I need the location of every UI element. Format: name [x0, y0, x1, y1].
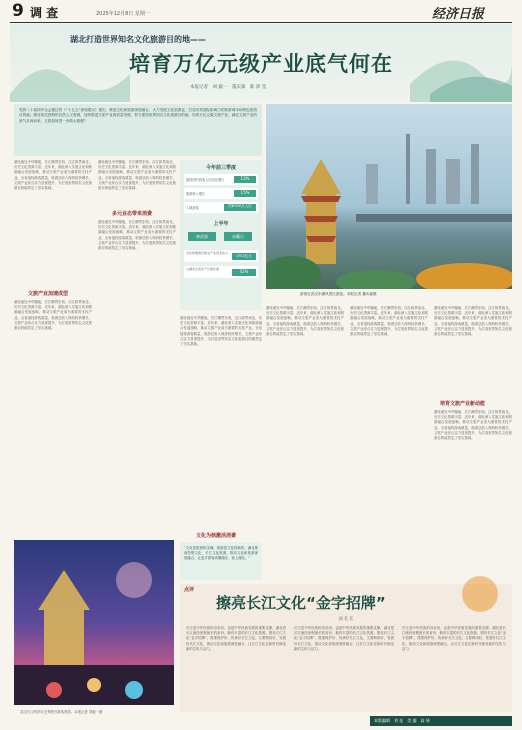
- stats-tag-1: 神武游: [188, 232, 216, 241]
- stats-row-label: 占湖北全省生产总值比重: [186, 267, 220, 271]
- article-kicker: 湖北打造世界知名文化旅游目的地——: [70, 35, 206, 44]
- stats-title: 今年前三季度: [205, 165, 236, 171]
- quote-text: “文化是旅游的灵魂，旅游是文化的载体。湖北要深挖楚文化、长江文化资源，推动文化和旅游深度融合，让更多游客读懂湖北、爱上湖北。”: [184, 546, 258, 561]
- hero-panel: [10, 24, 512, 102]
- stats-row-value: 约8700万人次: [224, 204, 256, 211]
- body-column-4: 湖北地处中华腹地，长江横贯东西，汉江纵贯南北，历史文化资源丰富。近年来，湖北深入实施文化和旅游融合发展战略，推动文旅产业成为重要的支柱产业。全省接待游客数量、旅游总收入保持较快增长，文旅产业综合实力显著提升，为打造世界知名文化旅游目的地奠定了坚实基础。: [266, 306, 344, 337]
- body-column-5: 湖北地处中华腹地，长江横贯东西，汉江纵贯南北，历史文化资源丰富。近年来，湖北深入实施文化和旅游融合发展战略，推动文旅产业成为重要的支柱产业。全省接待游客数量、旅游总收入保持较快增长，文旅产业综合实力显著提升，为打造世界知名文化旅游目的地奠定了坚实基础。: [350, 306, 428, 337]
- article-bylines: 本报记者 刘 毅一 董庆森 陈 沛 莹: [190, 85, 267, 90]
- city-photo: [266, 104, 512, 289]
- article-title: 培育万亿元级产业底气何在: [129, 52, 393, 76]
- city-photo-illustration: [266, 104, 512, 289]
- stats-row-label: 接待国内游客人次同比增长: [186, 178, 225, 182]
- issue-date: 2025年12月8日 星期一: [96, 11, 150, 17]
- stats-row-2: [184, 188, 258, 199]
- stats-row-value: 1910亿元: [232, 253, 256, 260]
- lead-box: [14, 104, 262, 156]
- stats-row-1: [184, 174, 258, 185]
- masthead: 经济日报: [432, 7, 485, 22]
- commentary-author: 郭 茗 茗: [338, 616, 354, 621]
- commentary-panel: [180, 584, 512, 712]
- commentary-body-3: 长江是中华民族的母亲河，也是中华民族发展的重要支撑。湖北是长江流经里程最长的省份，拥有丰富的长江文化资源。擦亮长江文化“金字招牌”，既要保护好、传承好长江文化，又要利用好、发展好长江文化，推动文化和旅游深度融合，让长江文化在新时代焕发新的生机与活力。: [402, 626, 506, 651]
- stats-row-value: 42%: [232, 269, 256, 276]
- subheading-1: 文旅产业加速成型: [28, 291, 69, 297]
- body-column-2: 湖北地处中华腹地，长江横贯东西，汉江纵贯南北，历史文化资源丰富。近年来，湖北深入实施文化和旅游融合发展战略，推动文旅产业成为重要的支柱产业。全省接待游客数量、旅游总收入保持较快增长，文旅产业综合实力显著提升，为打造世界知名文化旅游目的地奠定了坚实基础。: [98, 160, 176, 191]
- body-column-1b: 湖北地处中华腹地，长江横贯东西，汉江纵贯南北，历史文化资源丰富。近年来，湖北深入实施文化和旅游融合发展战略，推动文旅产业成为重要的支柱产业。全省接待游客数量、旅游总收入保持较快增长，文旅产业综合实力显著提升，为打造世界知名文化旅游目的地奠定了坚实基础。: [14, 300, 92, 331]
- page-header: [0, 0, 522, 22]
- quote-box: [180, 542, 262, 580]
- commentary-body-2: 长江是中华民族的母亲河，也是中华民族发展的重要支撑。湖北是长江流经里程最长的省份，拥有丰富的长江文化资源。擦亮长江文化“金字招牌”，既要保护好、传承好长江文化，又要利用好、发展好长江文化，推动文化和旅游深度融合，让长江文化在新时代焕发新的生机与活力。: [294, 626, 394, 651]
- body-column-6: 湖北地处中华腹地，长江横贯东西，汉江纵贯南北，历史文化资源丰富。近年来，湖北深入实施文化和旅游融合发展战略，推动文旅产业成为重要的支柱产业。全省接待游客数量、旅游总收入保持较快增长，文旅产业综合实力显著提升，为打造世界知名文化旅游目的地奠定了坚实基础。: [434, 306, 512, 337]
- body-column-3: 湖北地处中华腹地，长江横贯东西，汉江纵贯南北，历史文化资源丰富。近年来，湖北深入实施文化和旅游融合发展战略，推动文旅产业成为重要的支柱产业。全省接待游客数量、旅游总收入保持较快增长，文旅产业综合实力显著提升，为打造世界知名文化旅游目的地奠定了坚实基础。: [180, 316, 262, 347]
- stats-tag-2: 赤藏日: [224, 232, 252, 241]
- stats-sub-row-1: [184, 250, 258, 262]
- stats-sub-row-2: [184, 266, 258, 278]
- commentary-tag: 点评: [184, 587, 195, 593]
- body-column-2b: 湖北地处中华腹地，长江横贯东西，汉江纵贯南北，历史文化资源丰富。近年来，湖北深入实施文化和旅游融合发展战略，推动文旅产业成为重要的支柱产业。全省接待游客数量、旅游总收入保持较快增长，文旅产业综合实力显著提升，为打造世界知名文化旅游目的地奠定了坚实基础。: [98, 220, 176, 251]
- subheading-3: 培育文旅产业新动能: [440, 401, 486, 407]
- commentary-decoration: [450, 574, 510, 614]
- stats-panel: [180, 160, 262, 310]
- subheading-4: 文化为核激活消费: [196, 533, 237, 539]
- stats-row-value: 13%: [234, 176, 256, 183]
- section-title: 调 查: [30, 6, 59, 20]
- stats-row-label: 入境游客: [186, 206, 199, 210]
- stats-row-label: 旅游收入增长: [186, 192, 206, 196]
- commentary-title: 擦亮长江文化“金字招牌”: [216, 594, 386, 612]
- stats-subtitle: 上半年: [213, 221, 229, 227]
- subheading-2: 多元业态带来消费: [112, 211, 153, 217]
- night-photo: [14, 540, 174, 705]
- body-column-6b: 湖北地处中华腹地，长江横贯东西，汉江纵贯南北，历史文化资源丰富。近年来，湖北深入实施文化和旅游融合发展战略，推动文旅产业成为重要的支柱产业。全省接待游客数量、旅游总收入保持较快增长，文旅产业综合实力显著提升，为打造世界知名文化旅游目的地奠定了坚实基础。: [434, 410, 512, 441]
- stats-row-value: 15%: [234, 190, 256, 197]
- stats-row-3: [184, 202, 258, 213]
- commentary-body-1: 长江是中华民族的母亲河，也是中华民族发展的重要支撑。湖北是长江流经里程最长的省份，拥有丰富的长江文化资源。擦亮长江文化“金字招牌”，既要保护好、传承好长江文化，又要利用好、发展好长江文化，推动文化和旅游深度融合，让长江文化在新时代焕发新的生机与活力。: [186, 626, 286, 651]
- night-photo-illustration: [14, 540, 174, 705]
- lead-paragraph: 党的二十届四中全会通过的《“十五五”规划建议》提出，推进文化和旅游深度融合，大力发展文化旅游业，打造具有国际影响力的旅游城市和特色旅游目的地。湖北依托独特的自然人文资源，加快推进文旅产业高质量发展，努力建设世界知名文化旅游目的地，培育万亿元级文旅产业。湖北文旅产业的底气从何而来，又将如何进一步做大做强？: [19, 108, 257, 123]
- page-number: 9: [12, 1, 24, 21]
- stats-row-label: 文化和旅游及相关产业营业收入: [186, 251, 229, 255]
- photo-caption: 游客在武汉东湖风景区游览。本报记者 董庆森摄: [300, 292, 377, 296]
- footer-editors: 本版编辑 刘 佳 美 编 高 妍: [374, 718, 430, 723]
- body-column-1: 湖北地处中华腹地，长江横贯东西，汉江纵贯南北，历史文化资源丰富。近年来，湖北深入实施文化和旅游融合发展战略，推动文旅产业成为重要的支柱产业。全省接待游客数量、旅游总收入保持较快增长，文旅产业综合实力显著提升，为打造世界知名文化旅游目的地奠定了坚实基础。: [14, 160, 92, 191]
- footer-bar: [370, 716, 512, 726]
- night-photo-caption: 武汉长江两岸灯光秀吸引游客观赏。本报记者 刘毅一摄: [20, 710, 103, 714]
- header-rule: [10, 22, 512, 23]
